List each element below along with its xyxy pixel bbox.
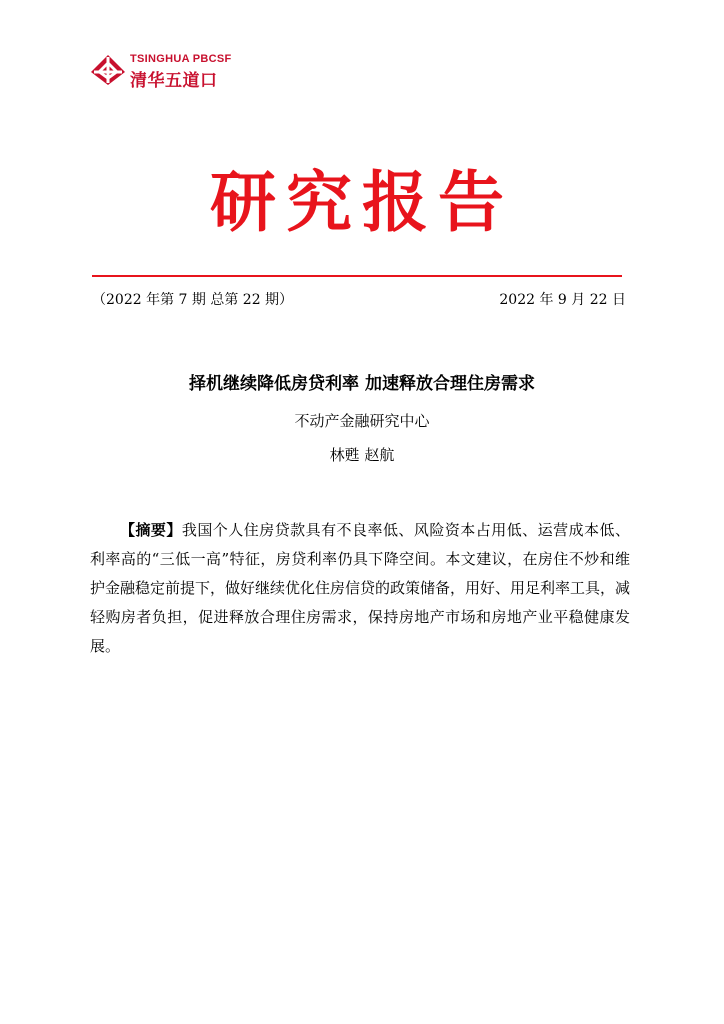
authors: 林甦 赵航 bbox=[329, 446, 395, 464]
research-center: 不动产金融研究中心 bbox=[294, 412, 430, 430]
logo bbox=[90, 52, 250, 91]
article-title: 择机继续降低房贷利率 加速释放合理住房需求 bbox=[189, 374, 535, 394]
report-title: 研究报告 bbox=[210, 163, 514, 241]
title-divider bbox=[92, 275, 622, 277]
issue-number: （2022 年第 7 期 总第 22 期） bbox=[92, 292, 294, 308]
logo-english-name: TSINGHUA PBCSF bbox=[130, 53, 232, 65]
pbcsf-logo-icon bbox=[90, 54, 126, 86]
publication-date: 2022 年 9 月 22 日 bbox=[499, 292, 626, 308]
logo-chinese-name: 清华五道口 bbox=[130, 71, 218, 91]
abstract-paragraph bbox=[90, 516, 630, 661]
abstract-text: 我国个人住房贷款具有不良率低、风险资本占用低、运营成本低、利率高的“三低一高”特征，房贷利率仍具下降空间。本文建议，在房住不炒和维护金融稳定前提下，做好继续优化住房信贷的政策储备，用好、用足利率工具，减轻购房者负担，促进释放合理住房需求，保持房地产市场和房地产业平稳健康发展。 bbox=[90, 521, 631, 655]
abstract-label: 【摘要】 bbox=[120, 521, 182, 539]
